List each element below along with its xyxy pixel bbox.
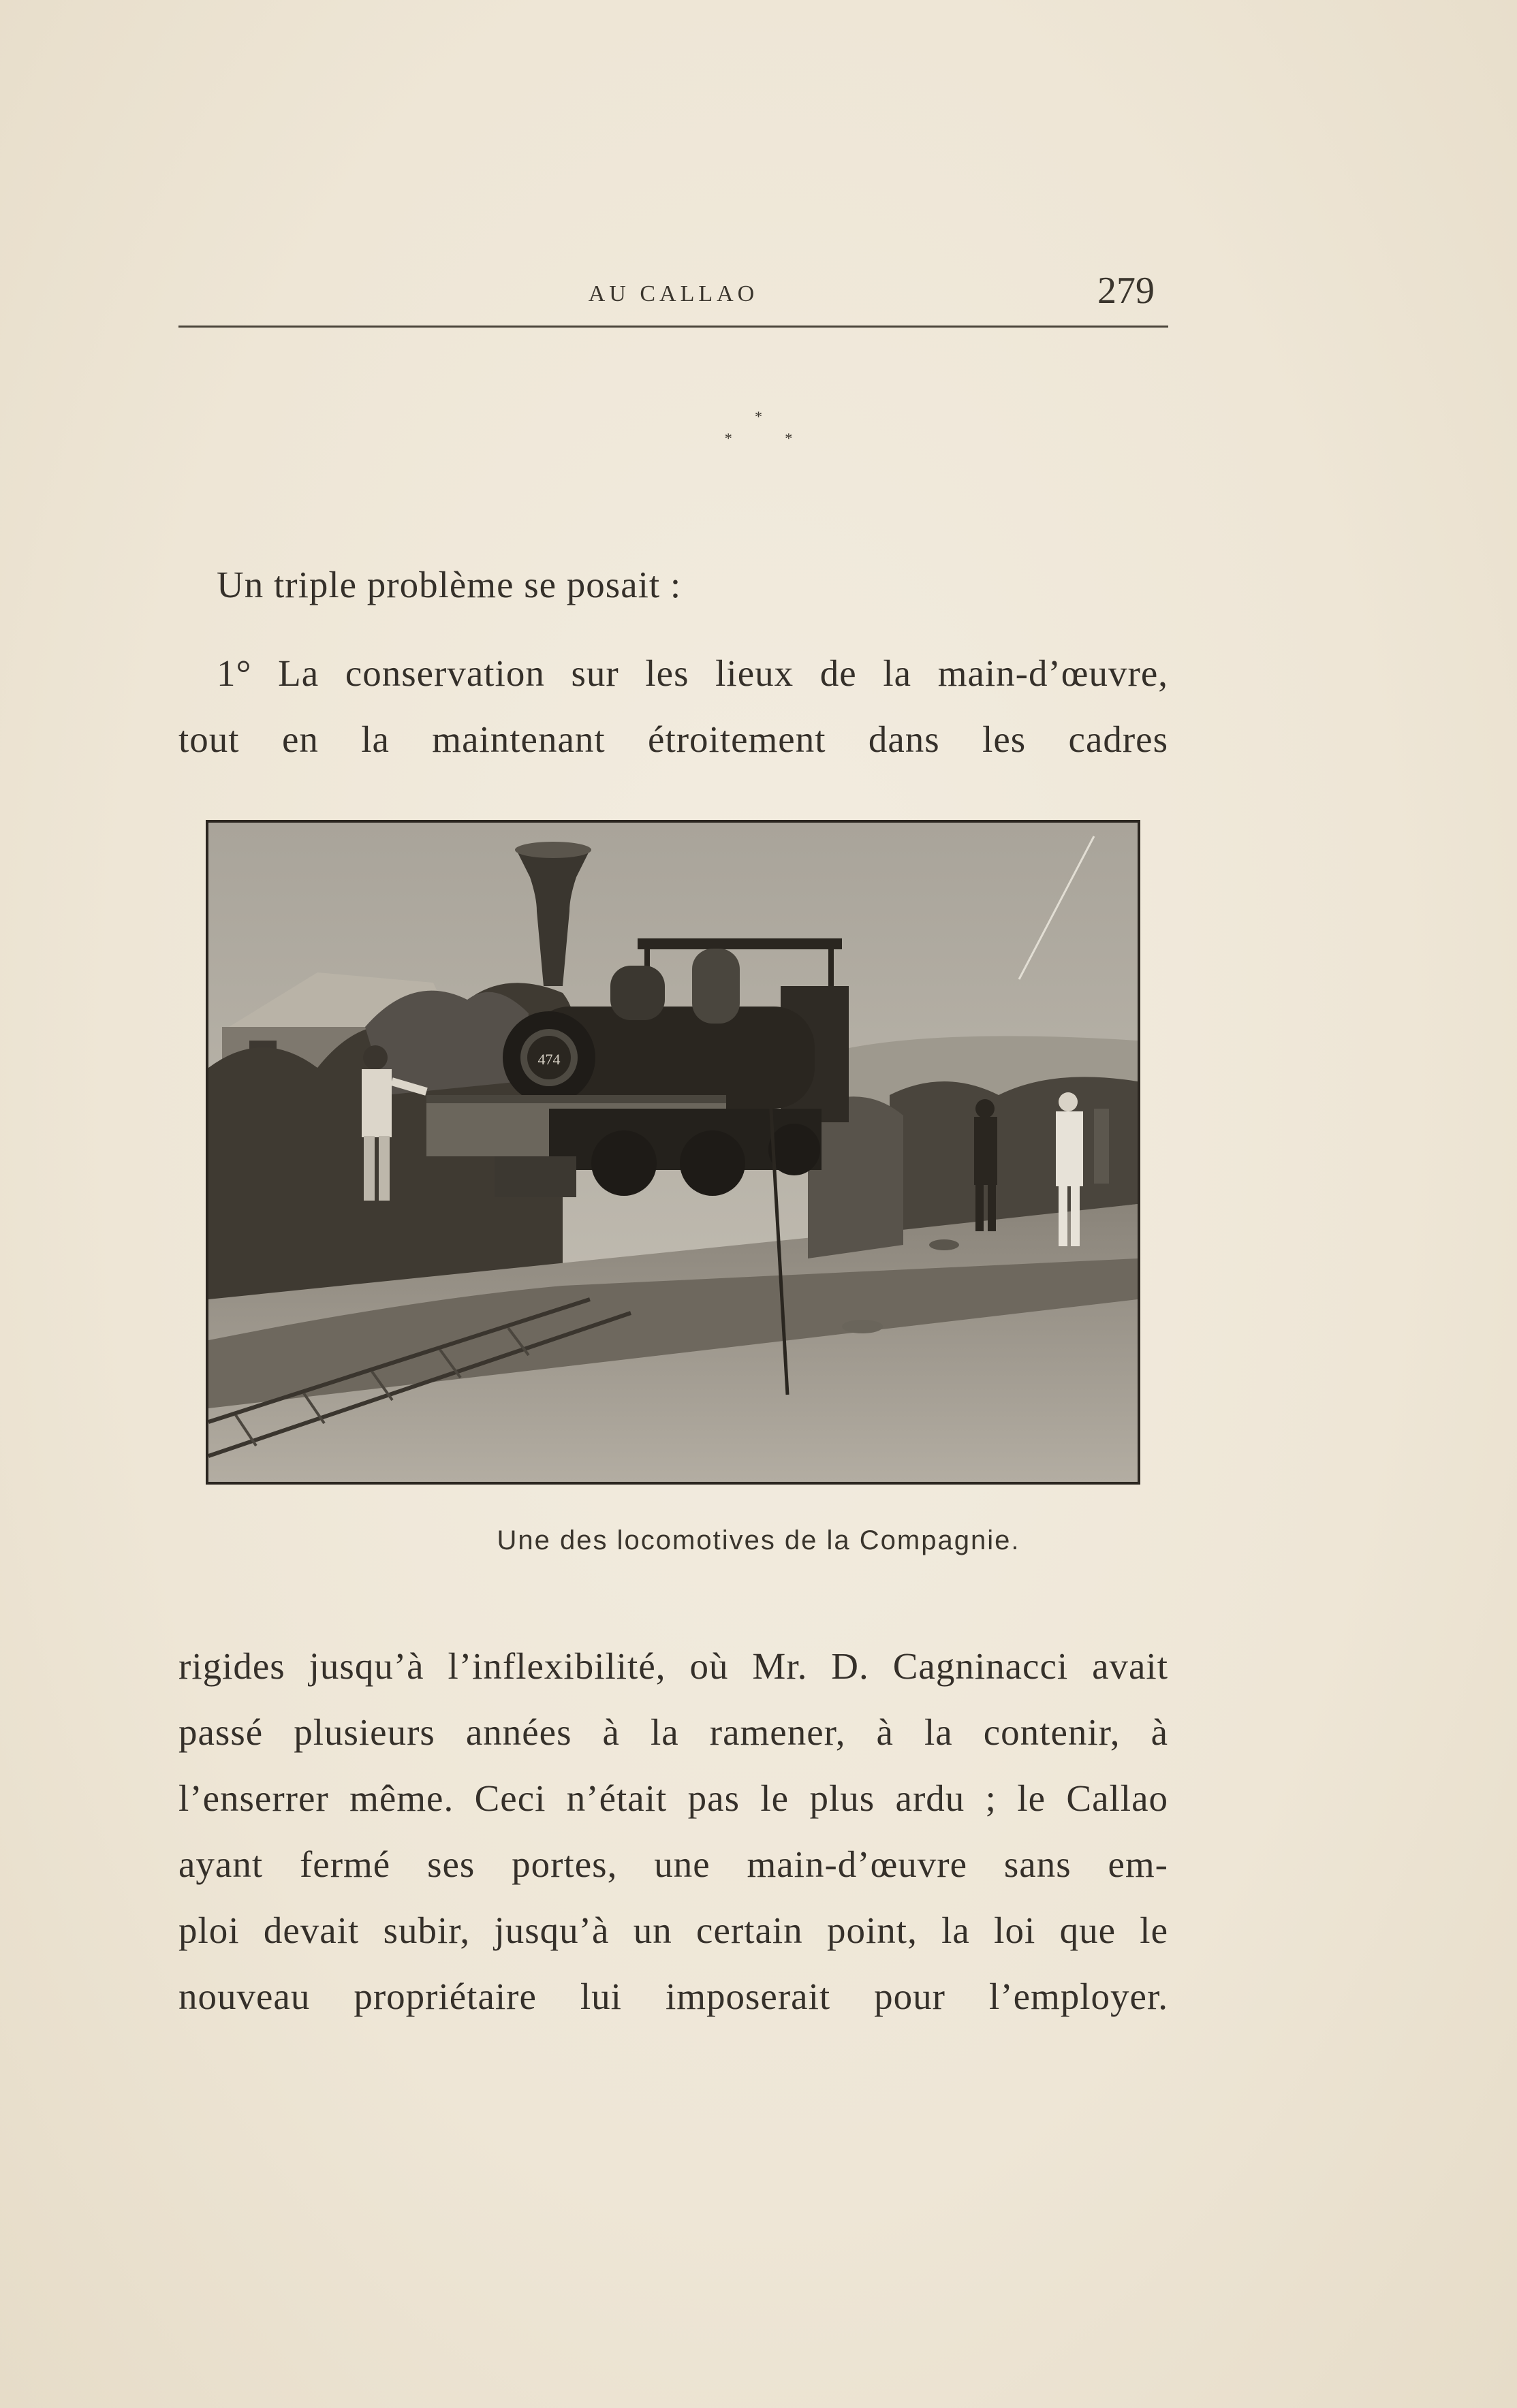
continuation-line-1: rigides jusqu’à l’inflexibilité, où Mr. D. Cagninacci avait — [178, 1645, 1168, 1687]
continuation-line-3: l’enserrer même. Ceci n’était pas le plus ardu ; le Callao — [178, 1777, 1168, 1819]
continuation-line-4: ayant fermé ses portes, une main-d’œuvre sans em- — [178, 1843, 1168, 1885]
figure-caption: Une des locomotives de la Compagnie. — [497, 1525, 1020, 1555]
item-one-line-1: 1° La conservation sur les lieux de la main-d’œuvre, — [217, 652, 1168, 694]
continuation-line-6: nouveau propriétaire lui imposerait pour l’employer. — [178, 1976, 1168, 2017]
intro-paragraph — [178, 552, 1168, 618]
header-rule — [178, 326, 1168, 328]
item-one-line-2: tout en la maintenant étroitement dans les cadres — [178, 718, 1168, 760]
item-one-paragraph — [178, 640, 1168, 772]
locomotive-figure — [206, 820, 1140, 1485]
continuation-paragraph — [178, 1633, 1168, 2029]
continuation-line-2: passé plusieurs années à la ramener, à la contenir, à — [178, 1711, 1168, 1753]
page-header — [178, 269, 1168, 323]
asterism-bottom: * * — [724, 430, 817, 447]
continuation-line-5: ploi devait subir, jusqu’à un certain point, la loi que le — [178, 1910, 1168, 1951]
intro-line: Un triple problème se posait : — [217, 564, 682, 605]
locomotive-photograph — [206, 820, 1140, 1485]
running-head: AU CALLAO — [588, 281, 759, 306]
locomotive-number: 474 — [537, 1051, 561, 1068]
page-number: 279 — [1097, 270, 1155, 312]
section-break-asterism — [0, 406, 1517, 449]
asterism-top: * — [755, 408, 762, 425]
